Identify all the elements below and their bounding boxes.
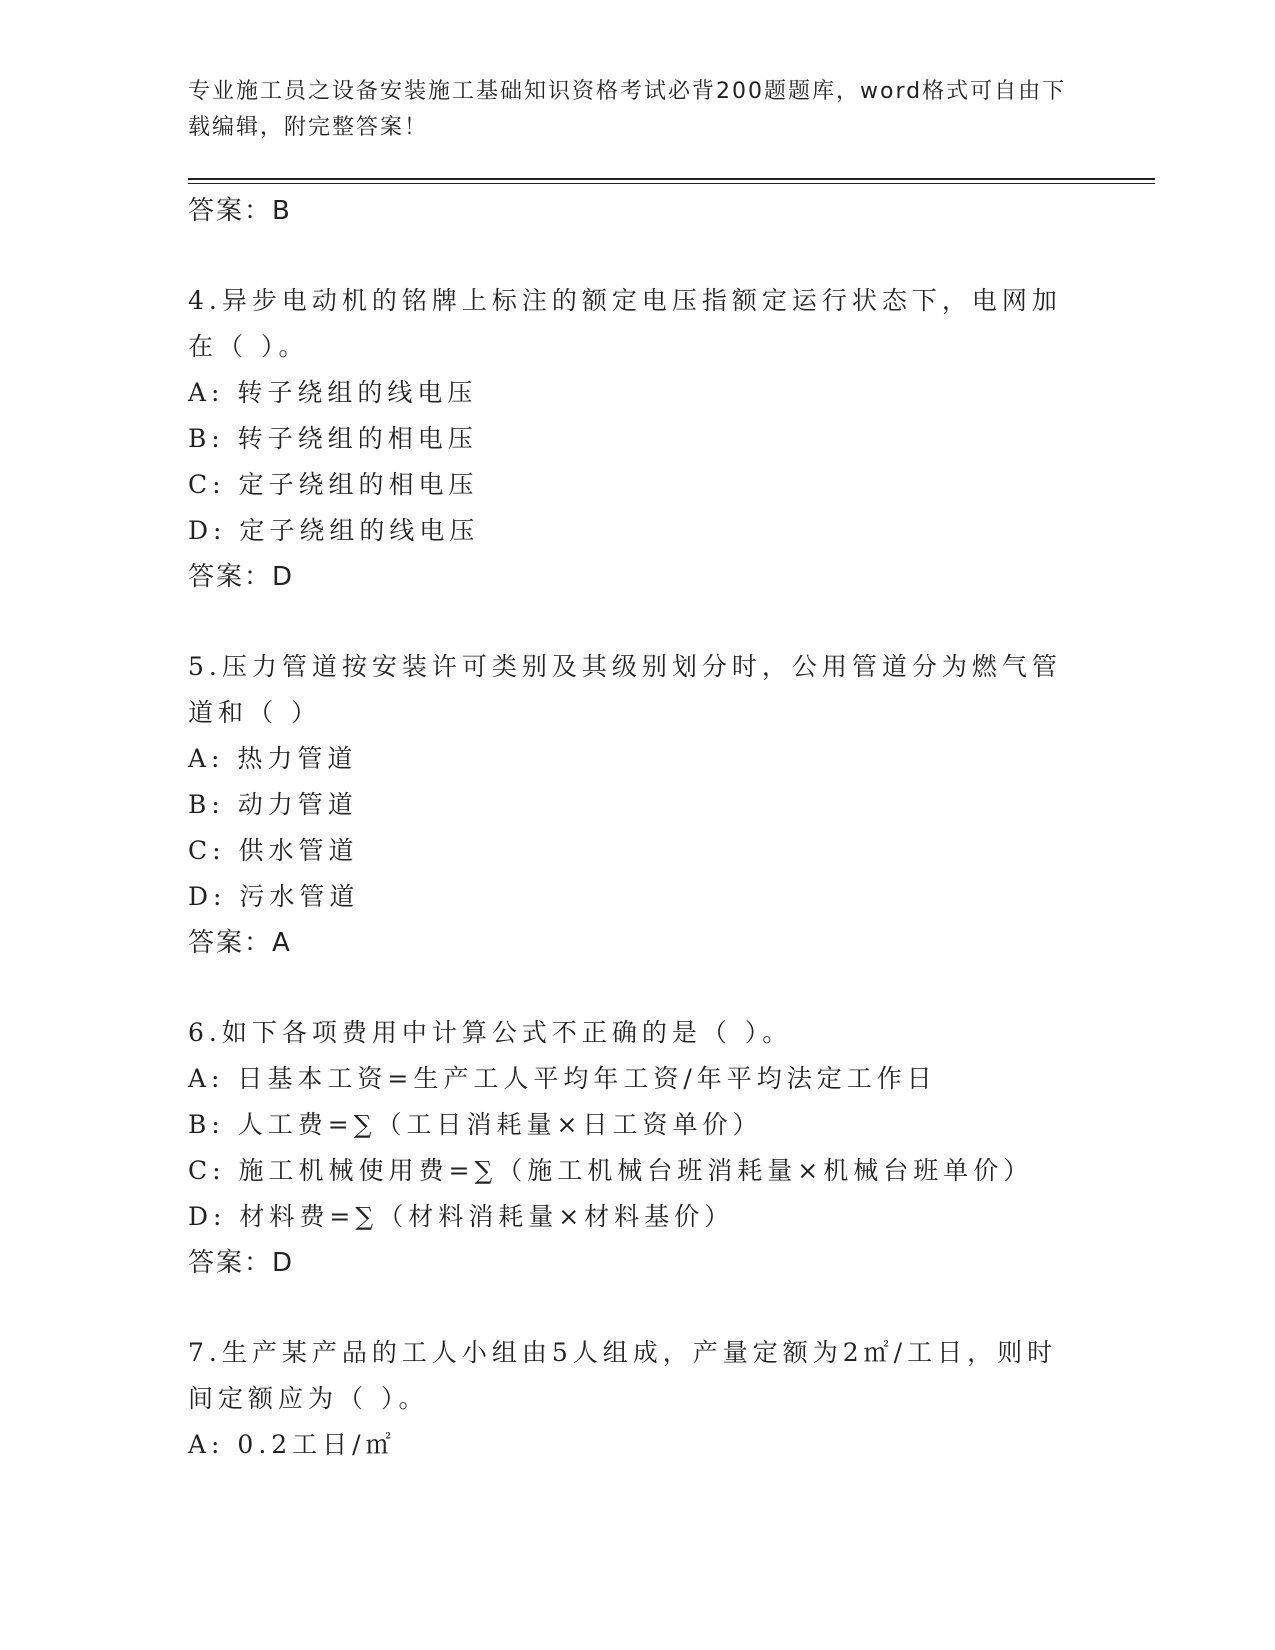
- header-rule-thin: [188, 183, 1155, 184]
- option-b: B: 动力管道: [188, 790, 358, 819]
- option-d: D: 定子绕组的线电压: [188, 516, 480, 545]
- previous-answer: 答案：B: [188, 196, 292, 226]
- question-stem: 6.如下各项费用中计算公式不正确的是（ ）。: [188, 1018, 793, 1047]
- question-stem: 7.生产某产品的工人小组由5人组成，产量定额为2㎡/工日，则时间定额应为（ ）。: [188, 1338, 1058, 1413]
- option-a: A: 0.2工日/㎡: [188, 1430, 396, 1459]
- question-4: [188, 278, 1068, 600]
- option-d: D: 污水管道: [188, 882, 360, 911]
- option-c: C: 施工机械使用费=∑（施工机械台班消耗量×机械台班单价）: [188, 1156, 1034, 1185]
- option-d: D: 材料费=∑（材料消耗量×材料基价）: [188, 1202, 735, 1231]
- option-b: B: 转子绕组的相电压: [188, 424, 478, 453]
- question-answer: 答案：A: [188, 928, 292, 958]
- document-header: 专业施工员之设备安装施工基础知识资格考试必背200题题库，word格式可自由下载编辑，附完整答案！: [188, 79, 1067, 140]
- question-6: [188, 1010, 1068, 1286]
- question-stem: 4.异步电动机的铭牌上标注的额定电压指额定运行状态下，电网加在（ ）。: [188, 286, 1062, 361]
- option-a: A: 日基本工资=生产工人平均年工资/年平均法定工作日: [188, 1064, 937, 1093]
- option-c: C: 定子绕组的相电压: [188, 470, 479, 499]
- option-b: B: 人工费=∑（工日消耗量×日工资单价）: [188, 1110, 763, 1139]
- option-c: C: 供水管道: [188, 836, 359, 865]
- question-list: [188, 188, 1068, 1468]
- option-a: A: 热力管道: [188, 744, 358, 773]
- question-7: [188, 1330, 1068, 1468]
- question-stem: 5.压力管道按安装许可类别及其级别划分时，公用管道分为燃气管道和（ ）: [188, 652, 1062, 727]
- question-5: [188, 644, 1068, 966]
- question-answer: 答案：D: [188, 562, 295, 592]
- question-answer: 答案：D: [188, 1248, 295, 1278]
- header-rule-thick: [188, 178, 1155, 180]
- option-a: A: 转子绕组的线电压: [188, 378, 478, 407]
